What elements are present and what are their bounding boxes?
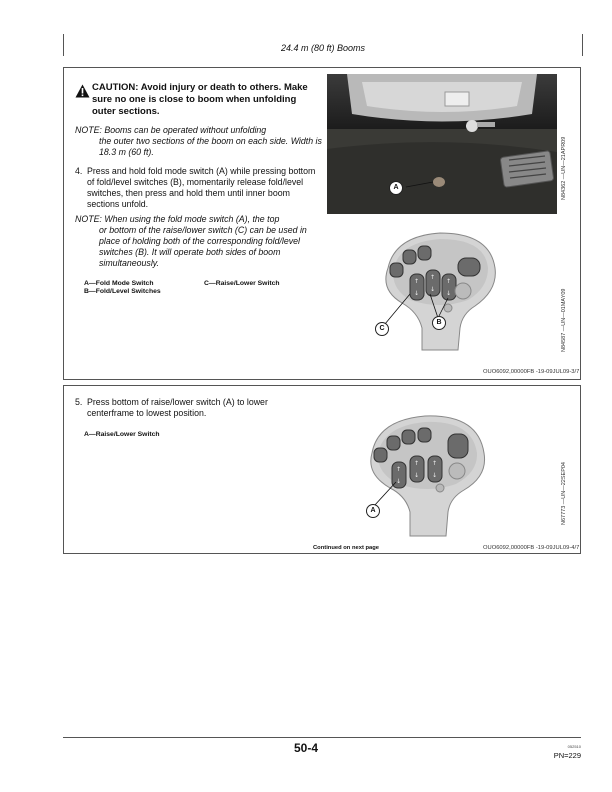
caution-text: CAUTION: Avoid injury or death to others. Make sure no one is close to boom when unfolding outer sections. — [92, 82, 308, 117]
svg-text:↓: ↓ — [414, 472, 420, 479]
page-number: 50-4 — [293, 741, 319, 755]
svg-text:↑: ↑ — [414, 278, 420, 285]
joystick-reference: N84587 —UN—01MAY09 — [561, 288, 567, 352]
note-fold-mode — [75, 214, 325, 269]
legend-c: C—Raise/Lower Switch — [204, 280, 280, 287]
pn-number: PN=229 — [553, 751, 581, 760]
step-4 — [75, 166, 320, 210]
step-number: 4. — [75, 166, 83, 176]
step-5 — [75, 397, 315, 419]
joystick-illustration-1 — [370, 228, 505, 353]
legend-a: A—Fold Mode Switch — [84, 280, 154, 287]
joystick-callout-a: A — [366, 504, 380, 518]
legend-b: B—Fold/Level Switches — [84, 288, 161, 295]
photo-reference: N84362 —UN—21APR09 — [561, 136, 567, 200]
note-rest: or bottom of the raise/lower switch (C) can be used in place of holding both of the corresponding fold/level switches (B). It will operate both sides of boom simultaneously. — [99, 225, 307, 268]
joystick-reference: N67773 —UN—22SEP04 — [561, 462, 567, 525]
legend-a: A—Raise/Lower Switch — [84, 431, 160, 438]
svg-text:↓: ↓ — [396, 478, 402, 485]
svg-text:↓: ↓ — [432, 472, 438, 479]
svg-text:↑: ↑ — [446, 278, 452, 285]
continued-note: Continued on next page — [313, 545, 380, 551]
note-first-line: NOTE: Booms can be operated without unfolding — [75, 125, 267, 135]
header-title: 24.4 m (80 ft) Booms — [280, 43, 366, 53]
joystick-callout-b: B — [432, 316, 446, 330]
section2-footer-ref: OUO6092,00000FB -19-09JUL09-4/7 — [483, 545, 580, 551]
svg-text:↓: ↓ — [446, 290, 452, 297]
svg-text:↑: ↑ — [432, 460, 438, 467]
svg-text:↓: ↓ — [430, 286, 436, 293]
photo-callout-a: A — [389, 181, 403, 195]
joystick-callout-c: C — [375, 322, 389, 336]
cab-switch-photo — [327, 74, 557, 214]
section1-footer-ref: OUO6092,00000FB -19-09JUL09-3/7 — [483, 369, 580, 375]
footer-rule — [63, 737, 581, 738]
step-text: Press and hold fold mode switch (A) while pressing bottom of fold/level switches (B), momentarily release fold/level switches, then press and hold them until inner boom sections unfold. — [87, 166, 316, 209]
step-number: 5. — [75, 397, 83, 407]
caution-block — [75, 82, 315, 118]
svg-text:↑: ↑ — [396, 466, 402, 473]
joystick-illustration-2 — [360, 408, 495, 538]
svg-text:↑: ↑ — [414, 460, 420, 467]
step-text: Press bottom of raise/lower switch (A) to lower centerframe to lowest position. — [87, 397, 268, 418]
svg-text:↑: ↑ — [430, 274, 436, 281]
note-first-line: NOTE: When using the fold mode switch (A), the top — [75, 214, 280, 224]
running-header — [63, 34, 583, 56]
note-rest: the outer two sections of the boom on each side. Width is 18.3 m (60 ft). — [99, 136, 322, 157]
svg-text:↓: ↓ — [414, 290, 420, 297]
revision-code: 052510 — [567, 744, 581, 749]
note-unfolding — [75, 125, 325, 158]
warning-triangle-icon — [75, 84, 90, 98]
